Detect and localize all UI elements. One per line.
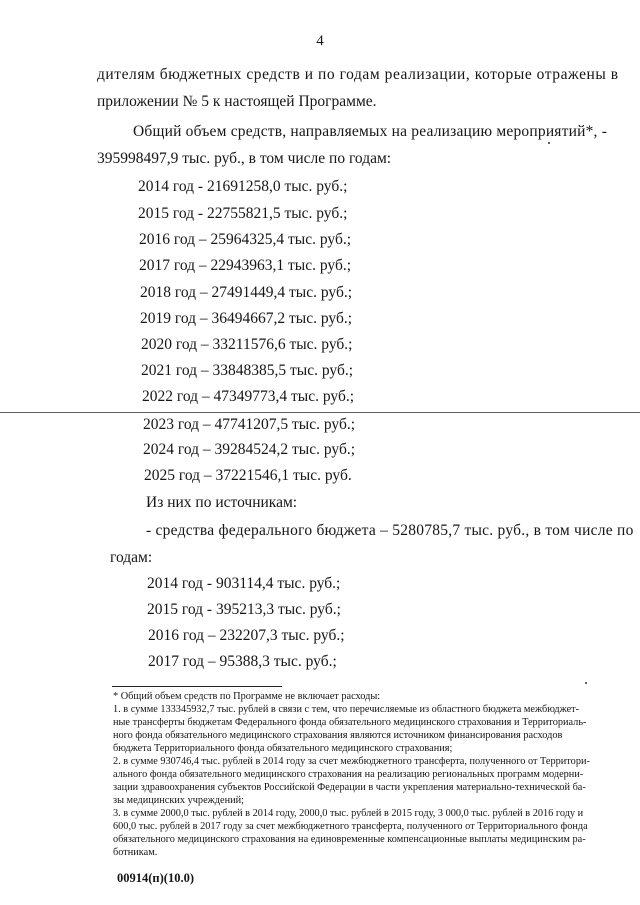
year-total-line: 2015 год - 22755821,5 тыс. руб.; bbox=[138, 205, 348, 222]
year-federal-line: 2014 год - 903114,4 тыс. руб.; bbox=[147, 575, 341, 592]
footnote-line: 3. в сумме 2000,0 тыс. рублей в 2014 году, 2000,0 тыс. рублей в 2015 году, 3 000,0 тыс. рублей в 2016 году и bbox=[113, 808, 584, 819]
footnote-line: зы медицинских учреждений; bbox=[113, 795, 244, 806]
federal-line-1: - средства федерального бюджета – 5280785,7 тыс. руб., в том числе по bbox=[146, 522, 634, 539]
footnote-line: зации здравоохранения субъектов Российской Федерации в части укрепления материально-технической ба- bbox=[113, 782, 586, 793]
scan-artifact-line bbox=[0, 412, 640, 413]
footnote-line: ботникам. bbox=[113, 847, 158, 858]
year-total-line: 2022 год – 47349773,4 тыс. руб.; bbox=[142, 388, 355, 405]
sources-heading: Из них по источникам: bbox=[146, 494, 298, 511]
footnote-line: обязательного медицинского страхования на единовременные компенсационные выплаты медицинским ра- bbox=[113, 834, 586, 845]
year-total-line: 2021 год – 33848385,5 тыс. руб.; bbox=[141, 362, 354, 379]
year-total-line: 2023 год – 47741207,5 тыс. руб.; bbox=[143, 416, 356, 433]
year-total-line: 2016 год – 25964325,4 тыс. руб.; bbox=[139, 231, 352, 248]
document-code: 00914(п)(10.0) bbox=[117, 871, 194, 885]
footnote-rule bbox=[112, 686, 282, 687]
year-total-line: 2018 год – 27491449,4 тыс. руб.; bbox=[140, 284, 353, 301]
footnote-line: бюджета Территориального фонда обязательного медицинского страхования; bbox=[113, 743, 453, 754]
year-total-line: 2019 год – 36494667,2 тыс. руб.; bbox=[140, 310, 353, 327]
intro-line-2: приложении № 5 к настоящей Программе. bbox=[97, 93, 377, 110]
footnote-line: * Общий объем средств по Программе не включает расходы: bbox=[113, 691, 381, 702]
scan-speck bbox=[548, 142, 550, 144]
footnote-line: 600,0 тыс. рублей в 2017 году за счет межбюджетного трансферта, полученного от Территориального фонда bbox=[113, 821, 588, 832]
page-number: 4 bbox=[316, 33, 324, 49]
year-total-line: 2017 год – 22943963,1 тыс. руб.; bbox=[139, 257, 352, 274]
footnote-line: 2. в сумме 930746,4 тыс. рублей в 2014 году за счет межбюджетного трансферта, полученного от Территори- bbox=[113, 756, 590, 767]
federal-line-2: годам: bbox=[110, 549, 153, 566]
total-line-2: 395998497,9 тыс. руб., в том числе по годам: bbox=[97, 150, 392, 167]
year-federal-line: 2015 год - 395213,3 тыс. руб.; bbox=[147, 601, 341, 618]
year-total-line: 2025 год – 37221546,1 тыс. руб. bbox=[144, 467, 352, 484]
total-line-1: Общий объем средств, направляемых на реализацию мероприятий*, - bbox=[133, 123, 608, 140]
footnote-line: ные трансферты бюджетам Федерального фонда обязательного медицинского страхования и Территориаль- bbox=[113, 717, 587, 728]
year-federal-line: 2016 год – 232207,3 тыс. руб.; bbox=[148, 627, 345, 644]
footnote-line: 1. в сумме 133345932,7 тыс. рублей в связи с тем, что перечисляемые из областного бюджета межбюджет- bbox=[113, 704, 580, 715]
year-total-line: 2024 год – 39284524,2 тыс. руб.; bbox=[143, 441, 356, 458]
year-total-line: 2020 год – 33211576,6 тыс. руб.; bbox=[141, 336, 353, 353]
intro-line-1: дителям бюджетных средств и по годам реализации, которые отражены в bbox=[97, 66, 619, 83]
footnote-line: ального фонда обязательного медицинского страхования на реализацию региональных программ модерни- bbox=[113, 769, 584, 780]
year-total-line: 2014 год - 21691258,0 тыс. руб.; bbox=[138, 178, 348, 195]
scan-speck bbox=[585, 682, 587, 684]
year-federal-line: 2017 год – 95388,3 тыс. руб.; bbox=[148, 653, 337, 670]
footnote-line: ного фонда обязательного медицинского страхования являются источником финансирования расходов bbox=[113, 730, 563, 741]
